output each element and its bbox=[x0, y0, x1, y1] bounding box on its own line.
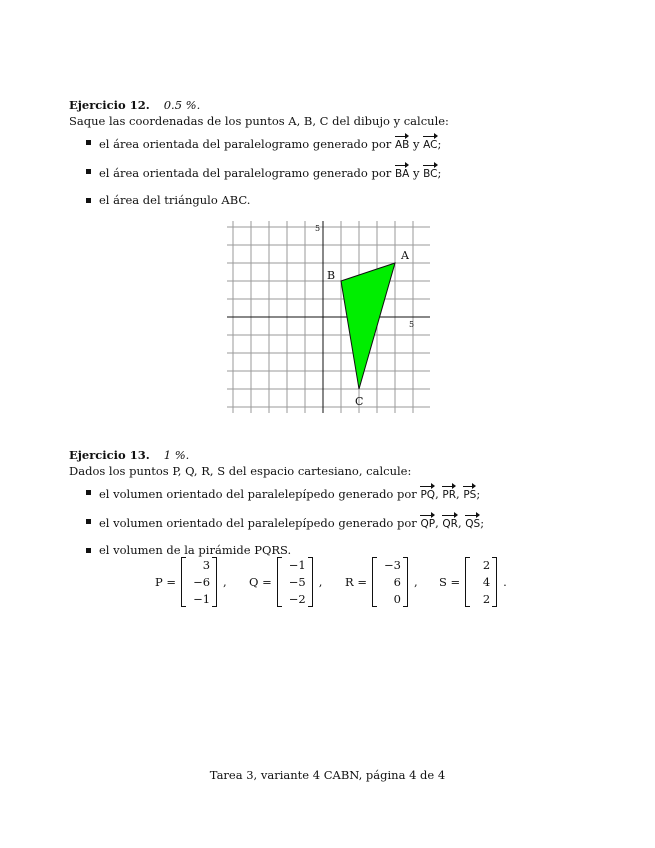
vector-name: P = bbox=[155, 575, 177, 589]
exercise-12-item-3 bbox=[86, 193, 589, 208]
exercise-13-items bbox=[69, 485, 589, 558]
point-label-a: A bbox=[401, 249, 409, 262]
vector-entry: 3 bbox=[202, 558, 211, 572]
vector-entry: 4 bbox=[482, 575, 491, 589]
vector-q bbox=[249, 557, 322, 607]
vector-label: QR bbox=[442, 514, 458, 532]
vector-entry: −5 bbox=[288, 575, 306, 589]
exercise-13-title: Ejercicio 13. bbox=[69, 448, 150, 462]
bullet-icon bbox=[86, 198, 91, 203]
exercise-13 bbox=[69, 448, 589, 569]
vector-entry: 2 bbox=[482, 558, 491, 572]
item-suffix: ; bbox=[480, 516, 485, 530]
bullet-icon bbox=[86, 519, 91, 524]
vector-name: S = bbox=[439, 575, 461, 589]
exercise-12-item-2 bbox=[86, 164, 589, 182]
item-connector: y bbox=[413, 137, 420, 151]
exercise-13-item-3 bbox=[86, 543, 589, 558]
point-label-c: C bbox=[355, 395, 364, 408]
exercise-13-weight: 1 %. bbox=[163, 448, 190, 462]
bullet-icon bbox=[86, 490, 91, 495]
item-suffix: ; bbox=[437, 166, 442, 180]
item-text: el área orientada del paralelogramo generado por bbox=[99, 166, 392, 180]
exercise-12-intro: Saque las coordenadas de los puntos A, B, C del dibujo y calcule: bbox=[69, 114, 449, 128]
vector-entries bbox=[277, 557, 313, 607]
vector-entries bbox=[465, 557, 497, 607]
vector-entry: −3 bbox=[384, 558, 401, 572]
exercise-12-items bbox=[69, 135, 589, 208]
item-suffix: ; bbox=[476, 487, 481, 501]
exercise-13-item-1: el volumen orientado del paralelepípedo generado por PQ, PR, PS; bbox=[86, 485, 589, 503]
vector-entry: −6 bbox=[193, 575, 211, 589]
bullet-icon bbox=[86, 169, 91, 174]
vector-s bbox=[439, 557, 507, 607]
exercise-13-item-2: el volumen orientado del paralelepípedo generado por QP, QR, QS; bbox=[86, 514, 589, 532]
vector-label: PQ bbox=[420, 485, 435, 503]
vector-entry: −2 bbox=[288, 592, 306, 606]
triangle-figure bbox=[226, 218, 430, 416]
exercise-13-intro: Dados los puntos P, Q, R, S del espacio cartesiano, calcule: bbox=[69, 464, 412, 478]
point-label-b: B bbox=[327, 269, 336, 282]
vector-r bbox=[345, 557, 418, 607]
exercise-12-title: Ejercicio 12. bbox=[69, 98, 150, 112]
vector-entry: 2 bbox=[482, 592, 491, 606]
item-text: el volumen orientado del paralelepípedo generado por bbox=[99, 487, 417, 501]
point-vectors bbox=[155, 557, 515, 607]
coordinate-axes bbox=[227, 221, 430, 413]
y-tick-label: 5 bbox=[315, 224, 321, 233]
exercise-12 bbox=[69, 98, 589, 219]
item-text: el área orientada del paralelogramo generado por bbox=[99, 137, 392, 151]
vector-punctuation: , bbox=[223, 575, 227, 589]
x-tick-label: 5 bbox=[409, 320, 415, 329]
vector-entry: −1 bbox=[288, 558, 306, 572]
vector-name: Q = bbox=[249, 575, 272, 589]
exercise-13-heading bbox=[69, 448, 589, 463]
triangle-abc bbox=[341, 263, 395, 389]
exercise-12-heading bbox=[69, 98, 589, 113]
exercise-12-weight: 0.5 %. bbox=[163, 98, 201, 112]
bullet-icon bbox=[86, 140, 91, 145]
vector-punctuation: , bbox=[318, 575, 323, 589]
item-text: el volumen orientado del paralelepípedo generado por bbox=[99, 516, 417, 530]
vector-label: AB bbox=[395, 135, 409, 153]
vector-label: BA bbox=[395, 164, 409, 182]
vector-entries bbox=[181, 557, 217, 607]
vector-entry: 6 bbox=[393, 575, 401, 589]
page-footer: Tarea 3, variante 4 CABN, página 4 de 4 bbox=[209, 768, 446, 782]
bullet-icon bbox=[86, 548, 91, 553]
vector-punctuation: , bbox=[413, 575, 418, 589]
vector-label: QS bbox=[465, 514, 480, 532]
item-connector: y bbox=[413, 166, 420, 180]
vector-p bbox=[155, 557, 227, 607]
vector-label: QP bbox=[420, 514, 435, 532]
vector-name: R = bbox=[345, 575, 367, 589]
vector-punctuation: . bbox=[503, 575, 507, 589]
vector-entry: 0 bbox=[393, 592, 401, 606]
item-suffix: ; bbox=[437, 137, 442, 151]
vector-label: PR bbox=[442, 485, 456, 503]
vector-label: PS bbox=[463, 485, 476, 503]
vector-entries bbox=[372, 557, 408, 607]
item-text: el área del triángulo ABC. bbox=[99, 193, 251, 207]
vector-label: AC bbox=[423, 135, 437, 153]
vector-entry: −1 bbox=[193, 592, 211, 606]
vector-label: BC bbox=[423, 164, 437, 182]
exercise-12-item-1 bbox=[86, 135, 589, 153]
item-text: el volumen de la pirámide PQRS. bbox=[99, 543, 292, 557]
